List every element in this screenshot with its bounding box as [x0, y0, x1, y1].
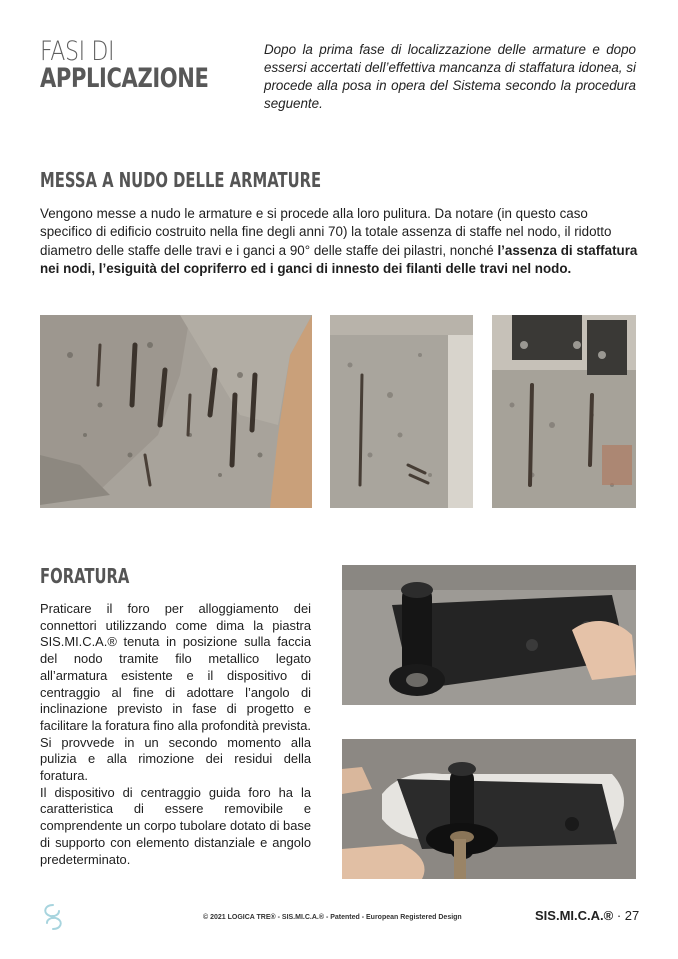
photo-plate-centring-device	[342, 565, 636, 705]
title-line-1: FASI DI	[40, 36, 115, 67]
photo-exposed-rebar-2	[330, 315, 473, 508]
photo-exposed-rebar-1	[40, 315, 312, 508]
section1-text-bold: l’assenza di staffatura nei nodi, l’esiguità del copriferro ed i ganci di innesto dei filanti delle travi nel nodo.	[40, 242, 638, 277]
section-title-foratura: FORATURA	[40, 564, 130, 588]
spiral-logo-icon	[40, 902, 66, 932]
page-number: 27	[624, 908, 640, 923]
photo-drilling	[342, 739, 636, 879]
photo-exposed-rebar-3	[492, 315, 636, 508]
section2-body	[40, 601, 311, 868]
section2-paragraph-2: Il dispositivo di centraggio guida foro ha la caratteristica di essere removibile e comprendente un corpo tubolare dotato di base di supporto con elemento distanziale e angolo predeterminato.	[40, 784, 311, 867]
section2-paragraph-1: Praticare il foro per alloggiamento dei connettori utilizzando come dima la piastra SIS.MI.C.A.® tenuta in posizione sulla faccia del nodo tramite filo metallico legato all’armatura esistente e il dispositivo di centraggio al fine di adottare l’angolo di inclinazione previsto in fase di progetto e facilitare la foratura fino alla profondità prevista. Si provvede in un secondo momento alla pulizia e alla rimozione dei residui della foratura.	[40, 601, 311, 784]
section-title-messa-a-nudo: MESSA A NUDO DELLE ARMATURE	[40, 168, 322, 192]
section1-body	[40, 205, 638, 279]
footer-page-label	[535, 908, 639, 923]
footer-copyright: © 2021 LOGICA TRE® - SIS.MI.C.A.® - Patented - European Registered Design	[203, 914, 462, 921]
section1-text-plain: Vengono messe a nudo le armature e si procede alla loro pulitura. Da notare (in questo caso specifico di edificio costruito nella fine degli anni 70) la totale assenza di staffe nel nodo, il ridotto diametro delle staffe delle travi e i ganci a 90° delle staffe dei pilastri, nonché	[40, 206, 612, 258]
intro-text: Dopo la prima fase di localizzazione delle armature e dopo essersi accertati dell’effettiva mancanza di staffatura idonea, si procede alla posa in opera del Sistema secondo la procedura seguente.	[264, 42, 636, 111]
title-line-2: APPLICAZIONE	[40, 63, 209, 94]
footer-separator: ·	[613, 908, 625, 923]
footer-brand: SIS.MI.C.A.®	[535, 908, 614, 923]
